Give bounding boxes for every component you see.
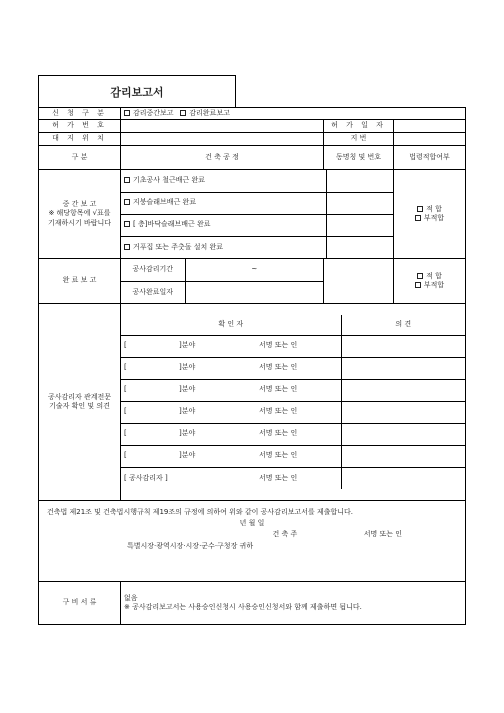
completion-compliance-cell [394, 259, 466, 304]
checkbox-complete-fit[interactable] [417, 273, 423, 279]
item-floor-slab: [ 층]바닥슬래브배근 완료 [133, 220, 211, 229]
checkbox-interim-unfit[interactable] [415, 215, 421, 221]
checkbox-complete[interactable] [180, 110, 186, 116]
statement-cell [39, 501, 466, 582]
expert-row-3-bracket: [ [121, 379, 176, 401]
supervisor-row-opinion[interactable] [341, 467, 465, 489]
expert-row-1-sign[interactable]: 서명 또는 인 [256, 335, 341, 357]
interim-items [121, 170, 393, 258]
required-docs-none: 없음 [124, 593, 138, 602]
checkbox-foundation[interactable] [124, 177, 130, 183]
lot-number-label: 지 번 [324, 133, 394, 146]
completion-date-field[interactable] [185, 281, 323, 303]
interim-fit-label: 적 합 [426, 204, 442, 213]
required-docs-cell [121, 582, 466, 625]
completion-items [121, 259, 323, 303]
experts-cell [121, 304, 466, 501]
expert-row-2-bracket: [ [121, 357, 176, 379]
expert-row-3-field[interactable]: ]분야 [176, 379, 256, 401]
process-header: 건 축 공 정 [121, 146, 324, 170]
expert-row-2-sign[interactable]: 서명 또는 인 [256, 357, 341, 379]
checkbox-interim-fit[interactable] [417, 206, 423, 212]
expert-row-6-bracket: [ [121, 445, 176, 467]
expert-row-5-sign[interactable]: 서명 또는 인 [256, 423, 341, 445]
form-title: 감리보고서 [38, 75, 236, 107]
interim-report-label: 중 간 보 고 [62, 199, 97, 208]
supervisor-row-sign[interactable]: 서명 또는 인 [256, 467, 341, 489]
item-roof-slab: 지붕슬래브배근 완료 [133, 198, 197, 207]
expert-row-6-field[interactable]: ]분야 [176, 445, 256, 467]
item-formwork-building[interactable] [326, 236, 393, 258]
item-formwork: 거푸집 또는 주춧돌 설치 완료 [133, 242, 224, 251]
interim-items-cell [121, 170, 394, 259]
experts-table [121, 315, 465, 489]
completion-report-label: 완 료 보 고 [39, 259, 121, 304]
permit-number-field[interactable] [121, 120, 324, 133]
expert-row-1-opinion[interactable] [341, 335, 465, 357]
expert-row-4-bracket: [ [121, 401, 176, 423]
recipient: 특별시장·광역시장·시장·군수·구청장 귀하 [127, 541, 254, 550]
expert-row-3-opinion[interactable] [341, 379, 465, 401]
expert-row-2-field[interactable]: ]분야 [176, 357, 256, 379]
applicant-type-options [121, 108, 466, 120]
item-foundation-building[interactable] [326, 170, 393, 192]
option-interim: 감리중간보고 [133, 108, 174, 117]
item-foundation: 기초공사 철근배근 완료 [133, 176, 206, 185]
permit-date-label: 허 가 일 자 [324, 120, 394, 133]
interim-report-cell [39, 170, 121, 259]
site-location-label: 대 지 위 치 [39, 133, 121, 146]
expert-row-6-sign[interactable]: 서명 또는 인 [256, 445, 341, 467]
completion-items-cell [121, 259, 324, 304]
expert-row-4-sign[interactable]: 서명 또는 인 [256, 401, 341, 423]
option-complete: 감리완료보고 [189, 108, 230, 117]
expert-row-5-bracket: [ [121, 423, 176, 445]
expert-row-5-opinion[interactable] [341, 423, 465, 445]
checkbox-complete-unfit[interactable] [415, 282, 421, 288]
expert-row-4-field[interactable]: ]분야 [176, 401, 256, 423]
complete-fit-label: 적 합 [426, 271, 442, 280]
interim-compliance-cell [394, 170, 466, 259]
expert-row-4-opinion[interactable] [341, 401, 465, 423]
supervisor-row-label: [ 공사감리자 ] [121, 467, 256, 489]
lot-number-field[interactable] [394, 133, 466, 146]
item-roof-slab-building[interactable] [326, 192, 393, 214]
supervision-period-field[interactable]: ~ [251, 265, 258, 274]
building-header: 동명칭 및 번호 [324, 146, 394, 170]
complete-unfit-label: 부적합 [423, 281, 445, 289]
statement-text: 건축법 제21조 및 건축법시행규칙 제19조의 규정에 의하여 위와 같이 공사감리보고서를 제출합니다. [47, 508, 354, 516]
checkbox-floor-slab[interactable] [124, 221, 130, 227]
item-floor-slab-building[interactable] [326, 214, 393, 236]
permit-number-label: 허 가 번 호 [39, 120, 121, 133]
expert-row-3-sign[interactable]: 서명 또는 인 [256, 379, 341, 401]
compliance-header: 법령적합여부 [394, 146, 466, 170]
interim-unfit-label: 부적합 [423, 214, 445, 222]
checkbox-interim[interactable] [124, 110, 130, 116]
expert-row-1-field[interactable]: ]분야 [176, 335, 256, 357]
owner-sign[interactable]: 서명 또는 인 [363, 530, 403, 539]
applicant-type-label: 신 청 구 분 [39, 108, 121, 120]
expert-row-2-opinion[interactable] [341, 357, 465, 379]
completion-building-field[interactable] [324, 259, 394, 304]
interim-report-note: ※ 해당항목에 √표를 기재하시기 바랍니다 [47, 209, 112, 227]
expert-row-1-bracket: [ [121, 335, 176, 357]
statement-date[interactable]: 년 월 일 [239, 519, 265, 528]
checkbox-formwork[interactable] [124, 244, 130, 250]
supervision-period-label: 공사감리기간 [121, 259, 185, 281]
expert-row-6-opinion[interactable] [341, 445, 465, 467]
permit-date-field[interactable] [394, 120, 466, 133]
confirm-header: 확 인 자 [121, 315, 341, 335]
opinion-header: 의 견 [395, 320, 412, 329]
required-docs-note: ※ 공사감리보고서는 사용승인신청시 사용승인신청서와 함께 제출하면 됩니다. [124, 603, 362, 611]
completion-date-label: 공사완료일자 [121, 281, 185, 303]
report-form [38, 107, 466, 625]
site-location-field[interactable] [121, 133, 324, 146]
owner-label: 건 축 주 [272, 530, 298, 539]
required-docs-label: 구 비 서 류 [39, 582, 121, 625]
expert-row-5-field[interactable]: ]분야 [176, 423, 256, 445]
experts-label: 공사감리자 관계전문기술자 확인 및 의견 [39, 304, 121, 501]
category-header: 구 분 [39, 146, 121, 170]
checkbox-roof-slab[interactable] [124, 199, 130, 205]
